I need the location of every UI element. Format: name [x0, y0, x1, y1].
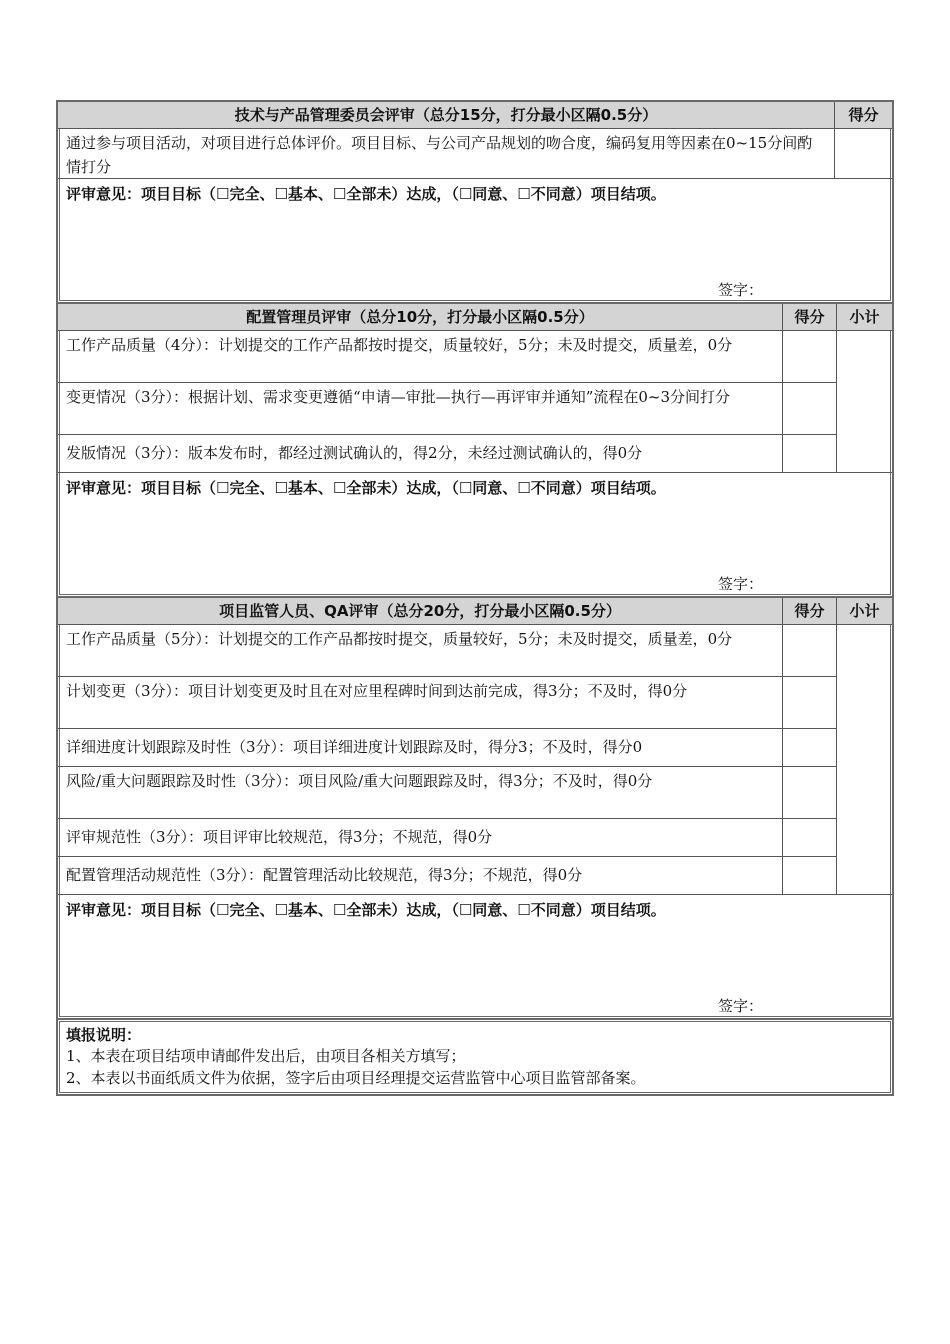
notes-title: 填报说明：: [66, 1026, 142, 1044]
config-row-2: 变更情况（3分）：根据计划、需求变更遵循“申请—审批—执行—再评审并通知”流程在0~3分间打分: [66, 388, 731, 406]
config-signature[interactable]: 签字：: [718, 575, 764, 593]
notes-line-1: 1、本表在项目结项申请邮件发出后，由项目各相关方填写；: [66, 1047, 466, 1065]
config-score-1[interactable]: [783, 331, 836, 382]
committee-signature[interactable]: 签字：: [718, 281, 764, 299]
qa-score-6[interactable]: [783, 857, 836, 894]
committee-criteria: 通过参与项目活动，对项目进行总体评价。项目目标、与公司产品规划的吻合度，编码复用等因素在0~15分间酌情打分: [66, 134, 813, 176]
qa-score-2[interactable]: [783, 677, 836, 728]
subtotal-header: 小计: [837, 598, 892, 624]
config-row-1: 工作产品质量（4分）：计划提交的工作产品都按时提交，质量较好，5分；未及时提交，质量差，0分: [66, 336, 733, 354]
config-score-3[interactable]: [783, 435, 836, 472]
qa-row-1: 工作产品质量（5分）：计划提交的工作产品都按时提交，质量较好，5分；未及时提交，质量差，0分: [66, 630, 733, 648]
qa-row-2: 计划变更（3分）：项目计划变更及时且在对应里程碑时间到达前完成，得3分；不及时，得0分: [66, 682, 688, 700]
score-header: 得分: [783, 598, 836, 624]
committee-review-header: 技术与产品管理委员会评审（总分15分，打分最小区隔0.5分）: [58, 102, 834, 128]
qa-subtotal-cell[interactable]: [837, 625, 892, 894]
qa-opinion: 评审意见：项目目标（☐完全、☐基本、☐全部未）达成，（☐同意、☐不同意）项目结项。: [66, 901, 666, 919]
qa-score-1[interactable]: [783, 625, 836, 676]
score-header: 得分: [783, 304, 836, 330]
qa-signature[interactable]: 签字：: [718, 997, 764, 1015]
config-subtotal-cell[interactable]: [837, 331, 892, 472]
config-score-2[interactable]: [783, 383, 836, 434]
config-manager-header: 配置管理员评审（总分10分，打分最小区隔0.5分）: [58, 304, 782, 330]
notes-section: [56, 1018, 894, 1096]
config-row-3: 发版情况（3分）：版本发布时，都经过测试确认的，得2分，未经过测试确认的，得0分: [66, 444, 643, 462]
review-form: [56, 100, 894, 1096]
qa-row-3: 详细进度计划跟踪及时性（3分）：项目详细进度计划跟踪及时，得分3；不及时，得分0: [66, 738, 643, 756]
committee-review-section: [56, 100, 894, 304]
qa-review-header: 项目监管人员、QA评审（总分20分，打分最小区隔0.5分）: [58, 598, 782, 624]
committee-score-cell[interactable]: [835, 129, 892, 178]
qa-row-6: 配置管理活动规范性（3分）：配置管理活动比较规范，得3分；不规范，得0分: [66, 866, 583, 884]
qa-review-section: [56, 596, 894, 1020]
subtotal-header: 小计: [837, 304, 892, 330]
qa-row-4: 风险/重大问题跟踪及时性（3分）：项目风险/重大问题跟踪及时，得3分；不及时，得0分: [66, 772, 653, 790]
notes-line-2: 2、本表以书面纸质文件为依据，签字后由项目经理提交运营监管中心项目监管部备案。: [66, 1069, 646, 1087]
qa-score-4[interactable]: [783, 767, 836, 818]
qa-row-5: 评审规范性（3分）：项目评审比较规范，得3分；不规范，得0分: [66, 828, 493, 846]
config-opinion: 评审意见：项目目标（☐完全、☐基本、☐全部未）达成，（☐同意、☐不同意）项目结项。: [66, 479, 666, 497]
committee-opinion: 评审意见：项目目标（☐完全、☐基本、☐全部未）达成，（☐同意、☐不同意）项目结项。: [66, 185, 666, 203]
config-manager-section: [56, 302, 894, 598]
qa-score-3[interactable]: [783, 729, 836, 766]
qa-score-5[interactable]: [783, 819, 836, 856]
score-header: 得分: [835, 102, 892, 128]
